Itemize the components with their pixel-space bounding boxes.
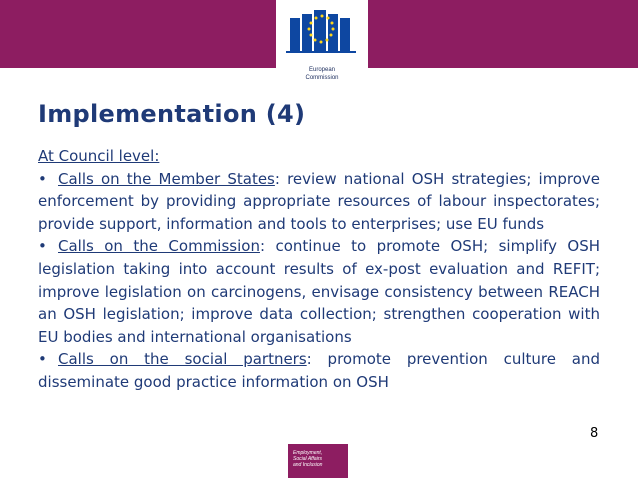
- dg-employment-logo: [288, 444, 348, 478]
- footer-logo-line-2: Social Affairs: [293, 456, 322, 462]
- bullet-link: Calls on the Commission: [58, 237, 260, 256]
- intro-text: [38, 145, 600, 168]
- bullet-item: [38, 168, 600, 236]
- bullet-text: : continue to promote OSH; simplify OSH legislation taking into account results of ex-post evaluation and REFIT; improve legislation on carcinogens, envisage consistency between REACH an OSH legislation; improve data collection; strengthen cooperation with EU bodies and international organisations: [38, 237, 600, 346]
- page-number: 8: [590, 426, 599, 441]
- footer-logo-line-3: and Inclusion: [293, 462, 323, 468]
- bullet-icon: •: [38, 169, 47, 188]
- slide-body: [38, 145, 600, 394]
- slide-title: Implementation (4): [38, 100, 306, 128]
- bullet-item: [38, 348, 600, 393]
- bullet-icon: •: [38, 237, 47, 256]
- bullet-text: : review national OSH strategies; improve enforcement by providing appropriate resources of labour inspectorates; provide support, information and tools to enterprises; use EU funds: [38, 169, 600, 233]
- commission-building-icon: [284, 0, 360, 60]
- footer-logo-line-1: Employment,: [293, 450, 323, 456]
- logo-line-1: European: [308, 67, 336, 73]
- bullet-text: : promote prevention culture and disseminate good practice information on OSH: [38, 350, 600, 391]
- european-commission-logo: [276, 0, 368, 88]
- bullet-item: [38, 235, 600, 348]
- bullet-icon: •: [38, 350, 47, 369]
- bullet-link: Calls on the Member States: [58, 169, 275, 188]
- bullet-link: Calls on the social partners: [58, 350, 307, 369]
- logo-line-2: Commission: [305, 75, 339, 81]
- intro-label: At Council level:: [38, 147, 160, 165]
